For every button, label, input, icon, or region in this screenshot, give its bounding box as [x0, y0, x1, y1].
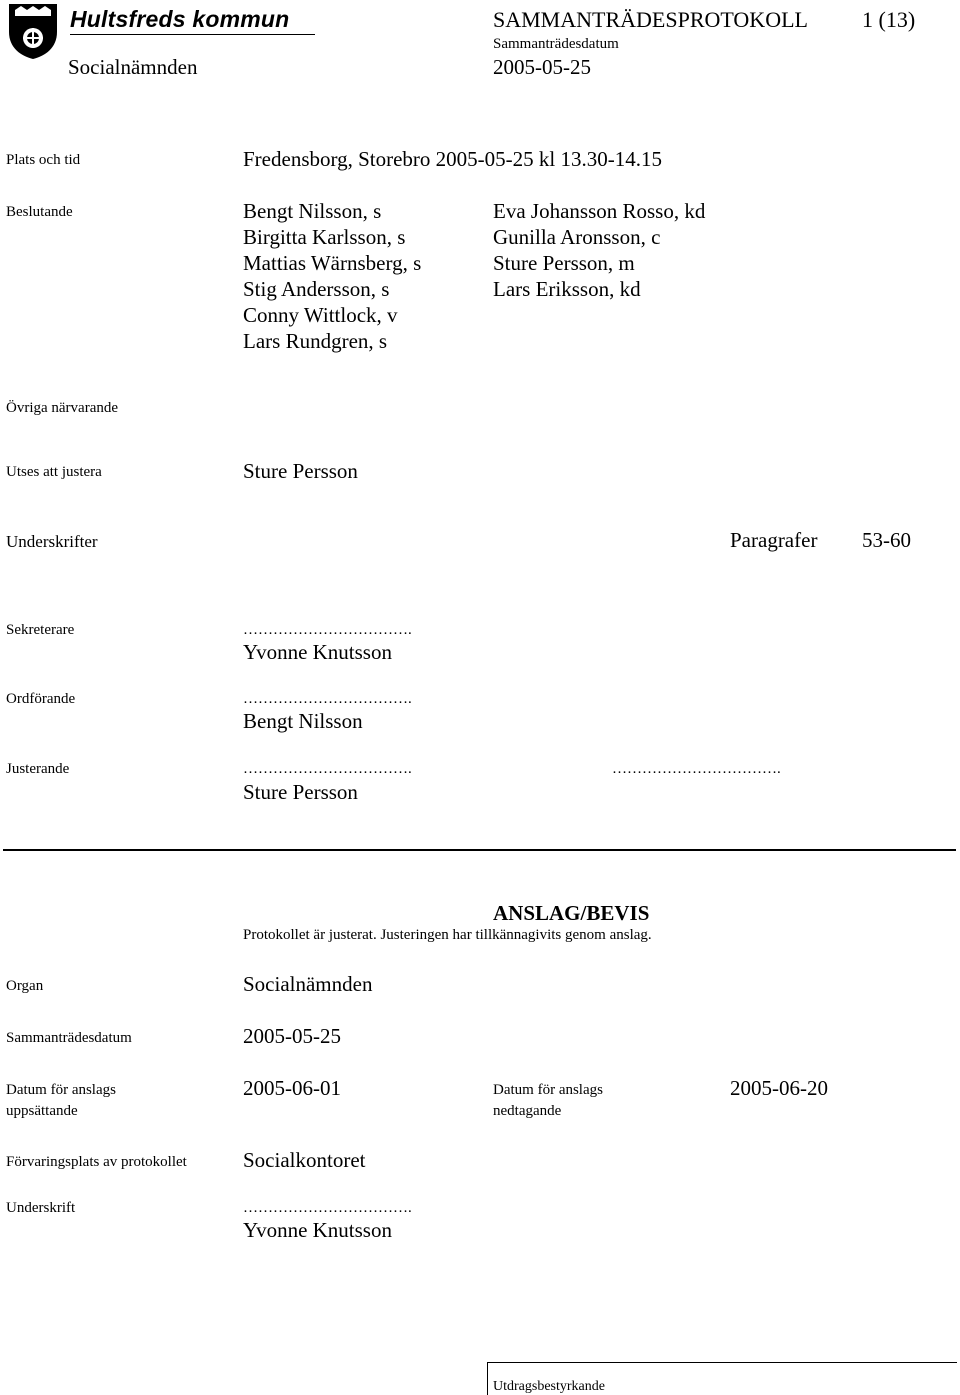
secretary-label: Sekreterare — [6, 622, 75, 638]
member: Sture Persson, m — [493, 251, 635, 275]
paragraphs-label: Paragrafer — [730, 528, 818, 552]
footer-text: Utdragsbestyrkande — [493, 1379, 605, 1394]
storage-value: Socialkontoret — [243, 1148, 366, 1172]
municipality-name: Hultsfreds kommun — [70, 6, 290, 32]
page-number: 1 (13) — [862, 7, 916, 32]
appointed-adjuster-value: Sture Persson — [243, 459, 358, 483]
decision-makers-col1 — [243, 198, 421, 354]
meeting-date-value: 2005-05-25 — [243, 1024, 341, 1048]
removed-date-label-2: nedtagande — [493, 1103, 562, 1119]
organ-label: Organ — [6, 978, 44, 994]
header-date: 2005-05-25 — [493, 55, 591, 79]
member: Bengt Nilsson, s — [243, 199, 382, 223]
removed-date-label: Datum för anslags — [493, 1082, 603, 1098]
member: Eva Johansson Rosso, kd — [493, 199, 706, 223]
posted-date-label: Datum för anslags — [6, 1082, 116, 1098]
header-date-label: Sammanträdesdatum — [493, 36, 619, 52]
posted-date-label-2: uppsättande — [6, 1103, 78, 1119]
member: Birgitta Karlsson, s — [243, 225, 406, 249]
member: Lars Eriksson, kd — [493, 277, 641, 301]
secretary-signature-line: ……………………………. — [243, 622, 412, 638]
member: Mattias Wärnsberg, s — [243, 251, 422, 275]
document-title: SAMMANTRÄDESPROTOKOLL — [493, 7, 808, 32]
appointed-adjuster-label: Utses att justera — [6, 464, 102, 480]
notice-signature-name: Yvonne Knutsson — [243, 1218, 392, 1242]
chair-label: Ordförande — [6, 691, 76, 707]
notice-title: ANSLAG/BEVIS — [493, 901, 650, 925]
member: Stig Andersson, s — [243, 277, 390, 301]
municipality-logo — [7, 2, 59, 64]
logo-underline — [70, 34, 315, 35]
signatures-label: Underskrifter — [6, 532, 98, 551]
decision-makers-label: Beslutande — [6, 204, 73, 220]
notice-signature-line: ……………………………. — [243, 1200, 412, 1216]
chair-name: Bengt Nilsson — [243, 709, 363, 733]
secretary-name: Yvonne Knutsson — [243, 640, 392, 664]
footer-box-left — [487, 1362, 488, 1395]
posted-date-value: 2005-06-01 — [243, 1076, 341, 1100]
storage-label: Förvaringsplats av protokollet — [6, 1154, 187, 1170]
paragraphs-value: 53-60 — [862, 528, 911, 552]
member: Gunilla Aronsson, c — [493, 225, 661, 249]
member: Conny Wittlock, v — [243, 303, 398, 327]
adjuster-signature-line-2: ……………………………. — [612, 761, 781, 777]
meeting-date-label: Sammanträdesdatum — [6, 1030, 132, 1046]
committee-name: Socialnämnden — [68, 55, 198, 79]
place-time-label: Plats och tid — [6, 152, 81, 168]
adjuster-signature-line: ……………………………. — [243, 761, 412, 777]
organ-value: Socialnämnden — [243, 972, 373, 996]
notice-signature-label: Underskrift — [6, 1200, 76, 1216]
notice-text: Protokollet är justerat. Justeringen har tillkännagivits genom anslag. — [243, 927, 652, 943]
member: Lars Rundgren, s — [243, 329, 388, 353]
decision-makers-col2 — [493, 198, 705, 302]
coat-of-arms-icon — [7, 2, 59, 60]
footer-box-top — [487, 1362, 957, 1363]
adjuster-label: Justerande — [6, 761, 70, 777]
section-divider — [3, 849, 956, 851]
others-present-label: Övriga närvarande — [6, 400, 119, 416]
removed-date-value: 2005-06-20 — [730, 1076, 828, 1100]
adjuster-name: Sture Persson — [243, 780, 358, 804]
chair-signature-line: ……………………………. — [243, 691, 412, 707]
place-time-value: Fredensborg, Storebro 2005-05-25 kl 13.30-14.15 — [243, 147, 662, 171]
